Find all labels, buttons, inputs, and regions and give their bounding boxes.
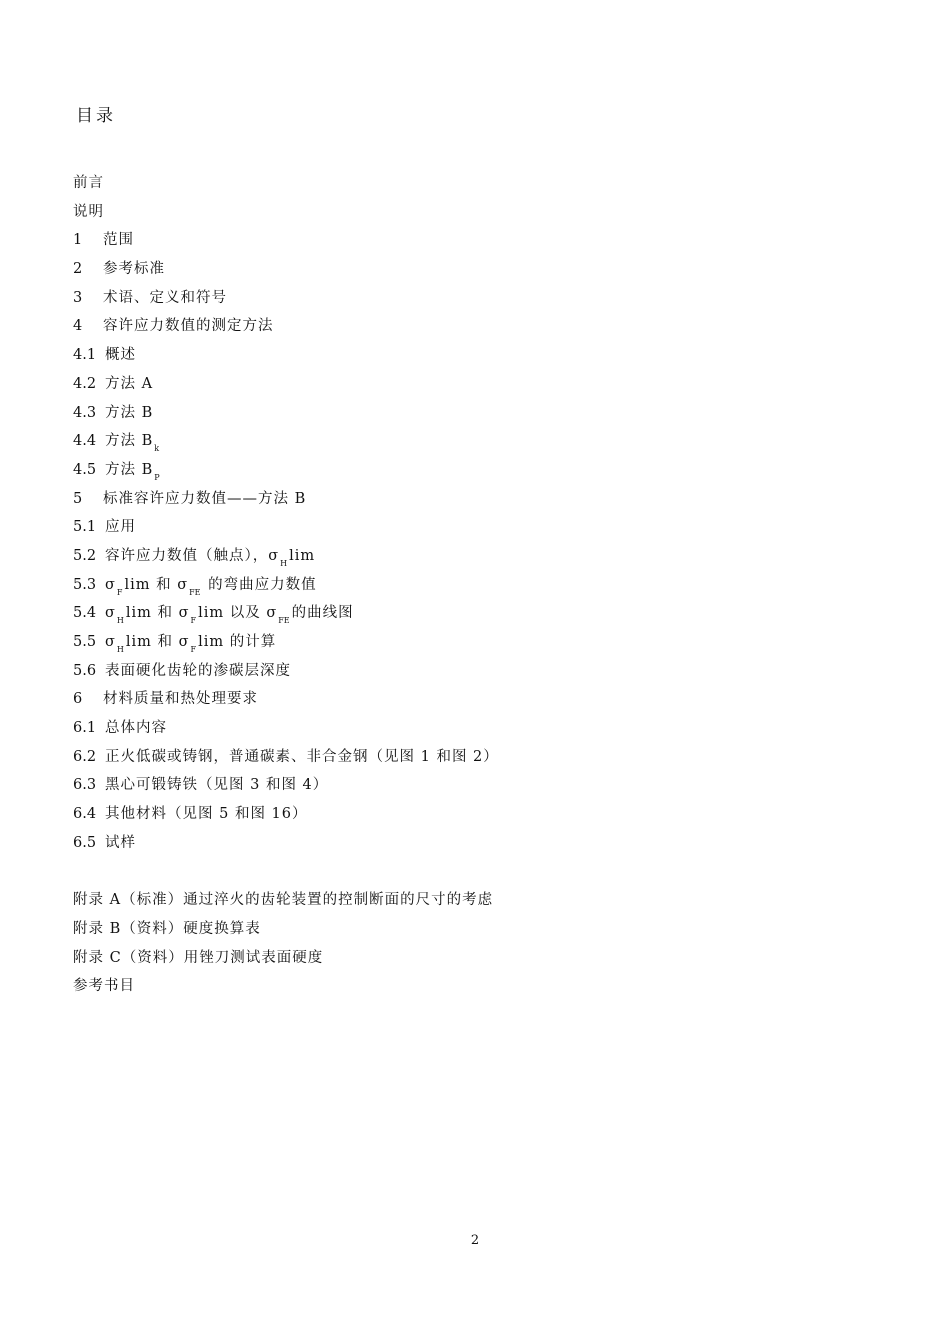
toc-entry-label: 容许应力数值（触点），$\sigma_H$ lim bbox=[105, 547, 316, 568]
subscript: F bbox=[116, 587, 123, 597]
toc-entry[interactable] bbox=[73, 687, 499, 716]
toc-entry-label: 附录 C（资料）用锉刀测试表面硬度 bbox=[73, 949, 324, 966]
toc-entry[interactable] bbox=[73, 831, 499, 860]
toc-entry-number: 5.1 bbox=[73, 519, 97, 536]
subscript: H bbox=[280, 558, 288, 568]
toc-entry[interactable] bbox=[73, 888, 499, 917]
toc-entry-label: 前言 bbox=[73, 175, 104, 191]
toc-entry-label: 附录 A（标准）通过淬火的齿轮装置的控制断面的尺寸的考虑 bbox=[73, 892, 494, 909]
subscript: F bbox=[190, 645, 197, 654]
toc-entry[interactable] bbox=[73, 343, 499, 372]
toc-entry-number: 4 bbox=[73, 318, 83, 335]
toc-entry-number: 5.3 bbox=[73, 576, 97, 593]
toc-entry-number: 5.6 bbox=[73, 662, 97, 679]
toc-entry-number: 1 bbox=[73, 232, 83, 249]
toc-title: 目录 bbox=[76, 106, 116, 126]
toc-entry[interactable] bbox=[73, 200, 499, 229]
toc-entry-label: 范围 bbox=[103, 232, 134, 249]
toc-entry-label: 附录 B（资料）硬度换算表 bbox=[73, 920, 261, 937]
toc-entry-label: 正火低碳或铸钢，普通碳素、非合金钢（见图 1 和图 2） bbox=[105, 748, 499, 765]
toc-entry-label: 黑心可锻铸铁（见图 3 和图 4） bbox=[105, 777, 329, 794]
toc-entry[interactable] bbox=[73, 228, 499, 257]
toc-entry[interactable] bbox=[73, 401, 499, 430]
subscript: P bbox=[154, 472, 160, 482]
toc-entry-label: 试样 bbox=[105, 834, 136, 851]
toc-entry[interactable] bbox=[73, 659, 499, 688]
toc-entry-label: 材料质量和热处理要求 bbox=[103, 691, 258, 708]
toc-entry-label: 参考书目 bbox=[73, 978, 135, 995]
toc-entry-number: 4.2 bbox=[73, 375, 97, 392]
toc-entry-label: 标准容许应力数值——方法 B bbox=[103, 490, 307, 507]
toc-entry-number: 4.5 bbox=[73, 461, 97, 478]
toc-entry-label: 其他材料（见图 5 和图 16） bbox=[105, 806, 308, 823]
toc-entry-label: 概述 bbox=[105, 347, 136, 364]
toc-entry[interactable] bbox=[73, 544, 499, 573]
toc-entry-label: 方法 $B_k$ bbox=[105, 433, 160, 454]
toc-entry-label: 说明 bbox=[73, 203, 104, 220]
toc-entry[interactable] bbox=[73, 802, 499, 831]
toc-entry-number: 5.4 bbox=[73, 605, 97, 622]
toc-entry-number: 3 bbox=[73, 289, 83, 306]
table-of-contents bbox=[73, 171, 499, 1003]
subscript: H bbox=[116, 645, 124, 654]
subscript: k bbox=[154, 444, 160, 454]
toc-entry[interactable] bbox=[73, 745, 499, 774]
toc-entry-label: $\sigma_F$ lim 和 $\sigma_{FE}$ 的弯曲应力数值 bbox=[105, 576, 317, 597]
toc-entry-label: 表面硬化齿轮的渗碳层深度 bbox=[105, 662, 291, 679]
toc-entry[interactable] bbox=[73, 573, 499, 602]
toc-entry-label: 总体内容 bbox=[105, 720, 167, 737]
subscript: FE bbox=[189, 587, 201, 597]
toc-entry-number: 6.2 bbox=[73, 748, 97, 765]
toc-entry[interactable] bbox=[73, 487, 499, 516]
toc-entry[interactable] bbox=[73, 429, 499, 458]
toc-entry-number: 4.3 bbox=[73, 404, 97, 421]
toc-entry[interactable] bbox=[73, 257, 499, 286]
toc-entry-number: 2 bbox=[73, 261, 83, 278]
toc-entry[interactable] bbox=[73, 601, 499, 630]
toc-entry-number: 5 bbox=[73, 490, 83, 507]
toc-entry-label: 方法 $B_P$ bbox=[105, 461, 160, 482]
toc-entry-label: $\sigma_H$ lim 和 $\sigma_F$ lim 以及 $\sigma_{FE}$ 的曲线图 bbox=[105, 605, 354, 626]
toc-entry[interactable] bbox=[73, 314, 499, 343]
toc-entry-number: 5.2 bbox=[73, 547, 97, 564]
toc-entry[interactable] bbox=[73, 458, 499, 487]
spacer bbox=[73, 860, 499, 889]
toc-entry[interactable] bbox=[73, 716, 499, 745]
toc-entry-number: 6.5 bbox=[73, 834, 97, 851]
toc-entry-label: 应用 bbox=[105, 519, 136, 536]
toc-entry-label: 容许应力数值的测定方法 bbox=[103, 318, 274, 335]
toc-entry[interactable] bbox=[73, 515, 499, 544]
page-number: 2 bbox=[470, 1233, 480, 1248]
toc-entry-number: 4.1 bbox=[73, 347, 97, 364]
toc-entry-number: 6.1 bbox=[73, 720, 97, 737]
toc-entry[interactable] bbox=[73, 630, 499, 659]
subscript: F bbox=[190, 616, 197, 626]
toc-entry-label: 方法 A bbox=[105, 375, 154, 392]
toc-entry-number: 6.4 bbox=[73, 806, 97, 823]
toc-entry-label: 方法 B bbox=[105, 404, 154, 421]
subscript: FE bbox=[278, 616, 290, 626]
toc-entry[interactable] bbox=[73, 171, 499, 200]
subscript: H bbox=[116, 616, 124, 626]
toc-entry-number: 4.4 bbox=[73, 433, 97, 450]
toc-entry[interactable] bbox=[73, 974, 499, 1003]
toc-entry-number: 6 bbox=[73, 691, 83, 708]
toc-entry-number: 5.5 bbox=[73, 634, 97, 650]
toc-entry-label: $\sigma_H$ lim 和 $\sigma_F$ lim 的计算 bbox=[105, 634, 277, 654]
toc-entry-number: 6.3 bbox=[73, 777, 97, 794]
toc-entry[interactable] bbox=[73, 372, 499, 401]
toc-entry-label: 参考标准 bbox=[103, 261, 165, 278]
toc-entry[interactable] bbox=[73, 286, 499, 315]
toc-entry[interactable] bbox=[73, 773, 499, 802]
toc-entry-label: 术语、定义和符号 bbox=[103, 289, 227, 306]
toc-entry[interactable] bbox=[73, 917, 499, 946]
toc-entry[interactable] bbox=[73, 946, 499, 975]
